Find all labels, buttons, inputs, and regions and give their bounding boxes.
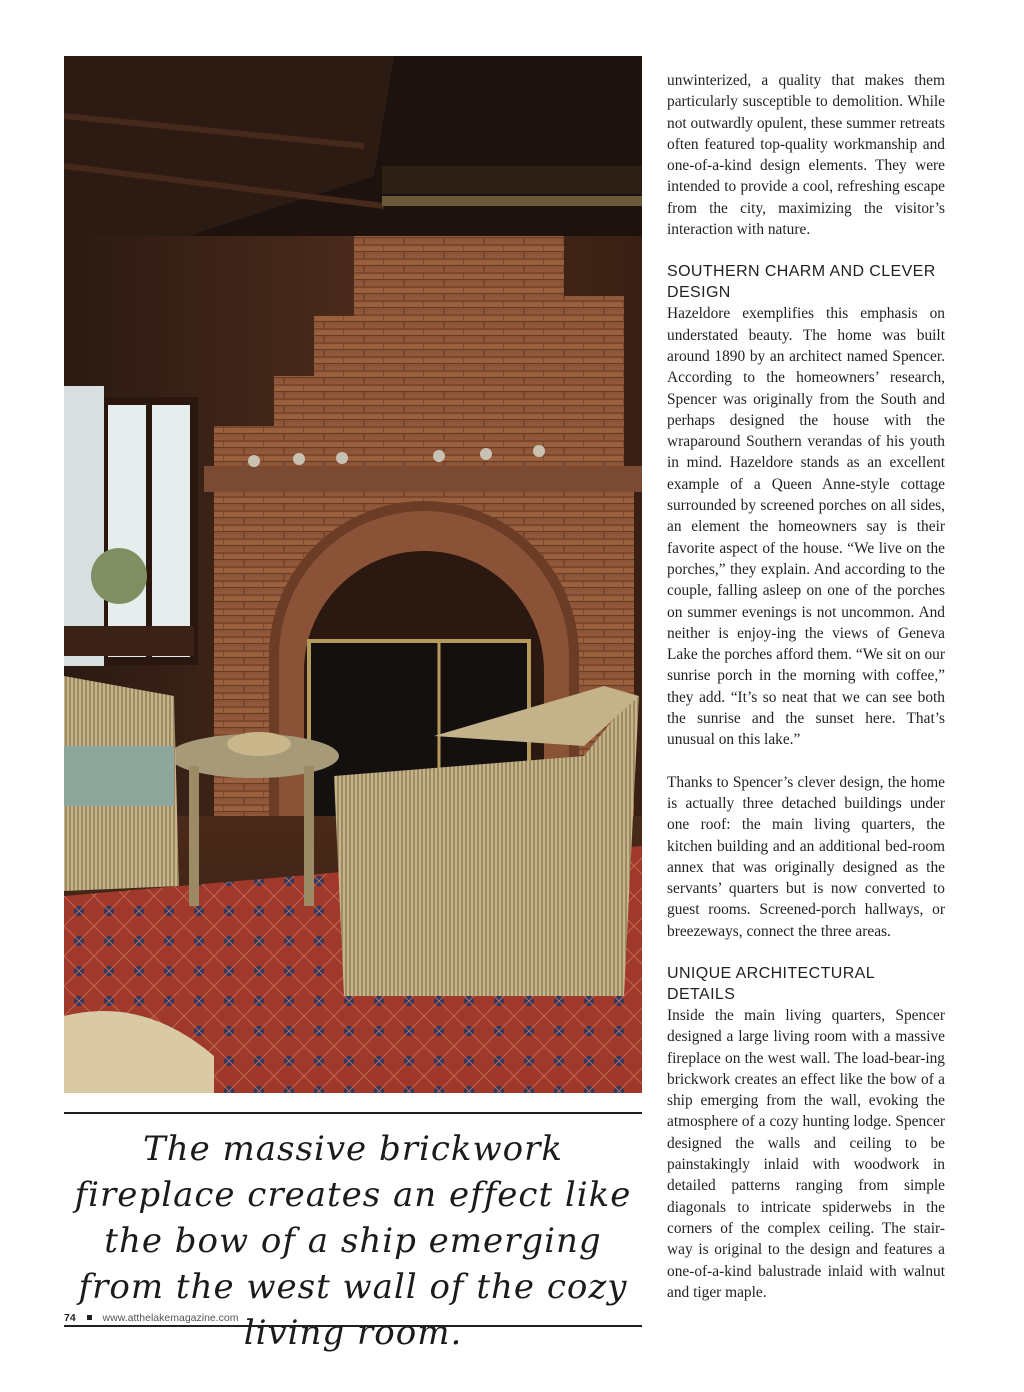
section-heading: SOUTHERN CHARM AND CLEVER DESIGN <box>667 263 936 302</box>
body-paragraph: Thanks to Spencer’s clever design, the home is actually three detached buildings under one roof: the main living quarters, the kitchen building and an additional bed-room annex that was originally designed as the servants’ quarters but is now converted to guest rooms. Screened-porch hallways, or breezeways, connect the three areas. <box>667 773 945 940</box>
page-footer <box>64 1312 464 1324</box>
body-paragraph: Inside the main living quarters, Spencer designed a large living room with a massive fireplace on the west wall. The load-bear-ing brickwork creates an effect like the bow of a ship emerging from the wall, evoking the atmosphere of a cozy hunting lodge. Spencer designed the walls and ceiling to be painstakingly inlaid with woodwork in detailed patterns ranging from simple diagonals to intricate spiderwebs in the corners of the complex ceiling. The stair-way is original to the design and features a one-of-a-kind balustrade inlaid with walnut and tiger maple. <box>667 1006 945 1301</box>
quote-rule-top <box>64 1112 642 1114</box>
section-southern-charm <box>667 261 945 942</box>
fireplace-illustration <box>64 56 642 1093</box>
page-number: 74 <box>64 1312 76 1324</box>
article-column <box>667 70 945 1303</box>
pull-quote: The massive brickwork fireplace creates an effect like the bow of a ship emerging from the west wall of the cozy living room. <box>74 1129 632 1353</box>
separator-square-icon <box>87 1315 92 1320</box>
section-architectural-details <box>667 963 945 1303</box>
website-url[interactable]: www.atthelakemagazine.com <box>102 1312 239 1324</box>
section-heading: UNIQUE ARCHITECTURAL DETAILS <box>667 964 875 1003</box>
body-paragraph: Hazeldore exemplifies this emphasis on understated beauty. The home was built around 1890 by an architect named Spencer. According to the homeowners’ research, Spencer was originally from the South and perhaps designed the house with the wraparound Southern verandas of his youth in mind. Hazeldore stands as an excellent example of a Queen Anne-style cottage surrounded by screened porches on all sides, an element the homeowners say is their favorite aspect of the house. “We live on the porches,” they explain. And according to the couple, falling asleep on one of the porches on summer evenings is not uncommon. And neither is enjoy-ing the views of Geneva Lake the porches afford them. “We sit on our sunrise porch in the morning with coffee,” they add. “It’s so neat that we can see both the sunrise and the sunset here. That’s unusual on this lake.” <box>667 305 945 749</box>
living-room-photo <box>64 56 642 1093</box>
intro-paragraph: unwinterized, a quality that makes them particularly susceptible to demolition. While not outwardly opulent, these summer retreats often featured top-quality workmanship and one-of-a-kind design elements. They were intended to provide a cool, refreshing escape from the city, maximizing the visitor’s interaction with nature. <box>667 72 945 239</box>
quote-rule-bottom <box>64 1325 642 1327</box>
